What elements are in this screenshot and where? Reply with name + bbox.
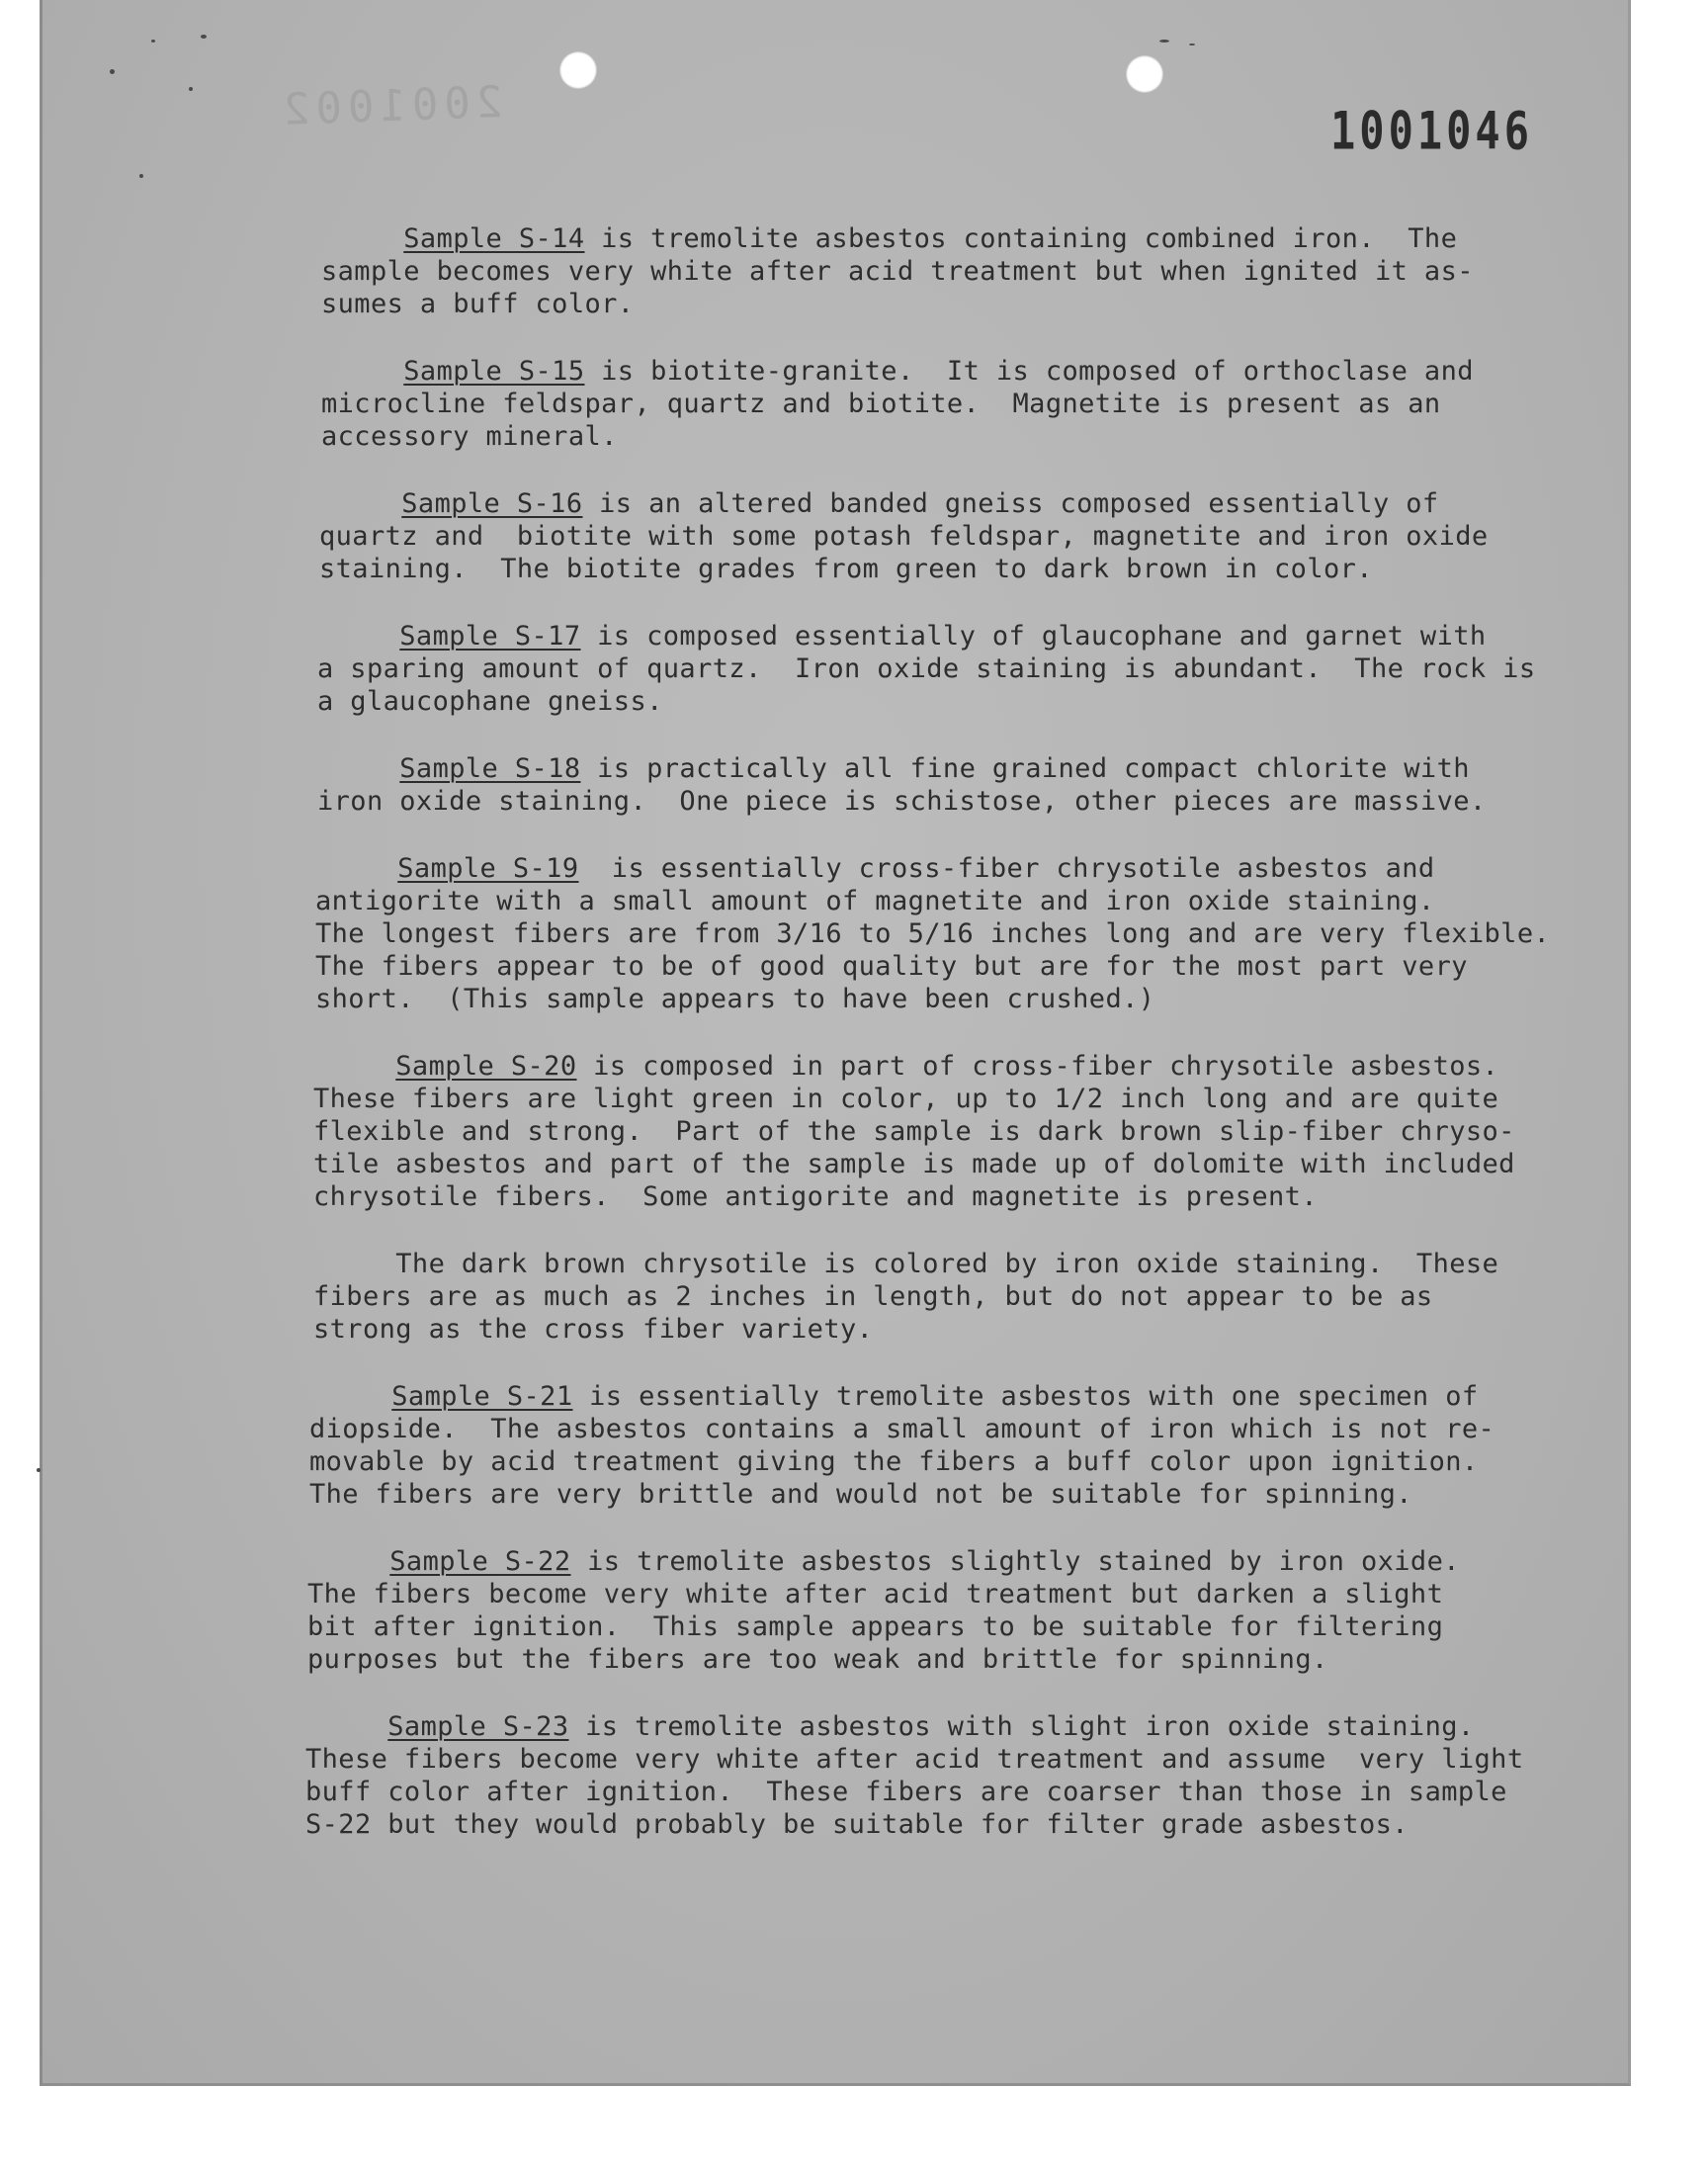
paragraph-indent [321, 356, 403, 387]
text-line [309, 1445, 1626, 1478]
line-text: diopside. The asbestos contains a small amount of iron which is not re- [309, 1414, 1495, 1444]
text-line [321, 288, 1626, 320]
text-line [317, 785, 1626, 818]
paragraph-indent [307, 1546, 389, 1577]
line-text: quartz and biotite with some potash feldspar, magnetite and iron oxide [319, 521, 1489, 552]
text-line [319, 487, 1626, 520]
line-text: is an altered banded gneiss composed essentially of [582, 488, 1439, 519]
text-line [313, 1148, 1626, 1180]
paragraph [317, 752, 1626, 818]
line-text: short. (This sample appears to have been crushed.) [315, 984, 1155, 1014]
text-line [315, 885, 1626, 917]
text-line [313, 1115, 1626, 1148]
line-text: The dark brown chrysotile is colored by iron oxide staining. These [313, 1249, 1499, 1279]
sample-label: Sample S-19 [397, 853, 579, 884]
line-text: The fibers are very brittle and would not be suitable for spinning. [309, 1479, 1412, 1510]
dust-speck [110, 69, 115, 74]
paragraph-indent [313, 1051, 395, 1082]
line-text: The fibers appear to be of good quality but are for the most part very [315, 951, 1468, 982]
line-text: antigorite with a small amount of magnetite and iron oxide staining. [315, 886, 1435, 916]
text-line [305, 1743, 1626, 1776]
document-body [301, 222, 1626, 1875]
line-text: strong as the cross fiber variety. [313, 1314, 874, 1345]
text-line [319, 520, 1626, 553]
text-line [317, 652, 1626, 685]
dust-speck [1189, 44, 1195, 45]
paragraph [313, 1248, 1626, 1346]
paragraph-indent [309, 1381, 391, 1412]
line-text: is composed in part of cross-fiber chrysotile asbestos. [576, 1051, 1499, 1082]
text-line [313, 1050, 1626, 1083]
line-text: is essentially cross-fiber chrysotile asbestos and [578, 853, 1435, 884]
line-text: is composed essentially of glaucophane and garnet with [580, 621, 1487, 652]
line-text: flexible and strong. Part of the sample is dark brown slip-fiber chryso- [313, 1116, 1515, 1147]
paragraph-indent [305, 1711, 387, 1742]
line-text: accessory mineral. [321, 421, 618, 452]
text-line [307, 1545, 1626, 1578]
paragraph [305, 1710, 1626, 1841]
line-text: iron oxide staining. One piece is schistose, other pieces are massive. [317, 786, 1487, 817]
line-text: buff color after ignition. These fibers are coarser than those in sample [305, 1777, 1507, 1807]
sample-label: Sample S-22 [389, 1546, 571, 1577]
paragraph [317, 620, 1626, 718]
text-line [313, 1248, 1626, 1280]
paragraph [313, 1050, 1626, 1213]
line-text: movable by acid treatment giving the fibers a buff color upon ignition. [309, 1446, 1479, 1477]
line-text: a sparing amount of quartz. Iron oxide staining is abundant. The rock is [317, 653, 1536, 684]
line-text: a glaucophane gneiss. [317, 686, 663, 717]
paragraph-indent [317, 753, 399, 784]
text-line [307, 1610, 1626, 1643]
line-text: staining. The biotite grades from green to dark brown in color. [319, 554, 1373, 584]
line-text: These fibers become very white after acid treatment and assume very light [305, 1744, 1524, 1775]
line-text: is tremolite asbestos with slight iron oxide staining. [568, 1711, 1475, 1742]
dust-speck [139, 174, 143, 178]
faint-mirrored-stamp: 2001002 [277, 77, 504, 135]
text-line [319, 553, 1626, 585]
text-line [313, 1083, 1626, 1115]
text-line [309, 1380, 1626, 1413]
dust-speck [37, 1468, 41, 1472]
line-text: sample becomes very white after acid treatment but when ignited it as- [321, 256, 1474, 287]
paragraph [321, 222, 1626, 320]
text-line [307, 1643, 1626, 1676]
sample-label: Sample S-23 [387, 1711, 569, 1742]
text-line [315, 983, 1626, 1015]
line-text: sumes a buff color. [321, 289, 635, 319]
text-line [315, 852, 1626, 885]
text-line [313, 1280, 1626, 1313]
text-line [321, 420, 1626, 453]
text-line [313, 1313, 1626, 1346]
punch-hole-left [559, 51, 597, 89]
paragraph [315, 852, 1626, 1015]
text-line [317, 752, 1626, 785]
paragraph-indent [315, 853, 397, 884]
text-line [315, 917, 1626, 950]
text-line [321, 255, 1626, 288]
paragraph [319, 487, 1626, 585]
line-text: is biotite-granite. It is composed of orthoclase and [584, 356, 1474, 387]
line-text: tile asbestos and part of the sample is made up of dolomite with included [313, 1149, 1515, 1179]
text-line [315, 950, 1626, 983]
sample-label: Sample S-14 [403, 223, 585, 254]
text-line [313, 1180, 1626, 1213]
text-line [307, 1578, 1626, 1610]
text-line [321, 222, 1626, 255]
sample-label: Sample S-21 [391, 1381, 573, 1412]
line-text: is tremolite asbestos containing combined iron. The [584, 223, 1458, 254]
paragraph [309, 1380, 1626, 1511]
line-text: These fibers are light green in color, up to 1/2 inch long and are quite [313, 1084, 1499, 1114]
line-text: The longest fibers are from 3/16 to 5/16 inches long and are very flexible. [315, 918, 1551, 949]
sample-label: Sample S-20 [395, 1051, 577, 1082]
text-line [321, 388, 1626, 420]
paragraph [307, 1545, 1626, 1676]
document-page [40, 0, 1631, 2086]
document-number: 1001046 [1330, 100, 1534, 162]
line-text: fibers are as much as 2 inches in length, but do not appear to be as [313, 1281, 1433, 1312]
text-line [305, 1776, 1626, 1808]
line-text: is tremolite asbestos slightly stained by iron oxide. [570, 1546, 1460, 1577]
line-text: is practically all fine grained compact chlorite with [580, 753, 1470, 784]
text-line [321, 355, 1626, 388]
sample-label: Sample S-15 [403, 356, 585, 387]
line-text: chrysotile fibers. Some antigorite and magnetite is present. [313, 1181, 1318, 1212]
sample-label: Sample S-18 [399, 753, 581, 784]
text-line [305, 1710, 1626, 1743]
paragraph-indent [321, 223, 403, 254]
text-line [309, 1413, 1626, 1445]
dust-speck [1159, 40, 1169, 43]
text-line [317, 620, 1626, 652]
dust-speck [189, 87, 193, 91]
text-line [309, 1478, 1626, 1511]
paragraph-indent [317, 621, 399, 652]
line-text: microcline feldspar, quartz and biotite. Magnetite is present as an [321, 389, 1441, 419]
punch-hole-right [1126, 55, 1163, 93]
line-text: bit after ignition. This sample appears to be suitable for filtering [307, 1611, 1444, 1642]
line-text: The fibers become very white after acid treatment but darken a slight [307, 1579, 1444, 1610]
line-text: S-22 but they would probably be suitable for filter grade asbestos. [305, 1809, 1409, 1840]
paragraph [321, 355, 1626, 453]
dust-speck [201, 35, 207, 39]
sample-label: Sample S-16 [401, 488, 583, 519]
text-line [305, 1808, 1626, 1841]
dust-speck [151, 40, 155, 43]
sample-label: Sample S-17 [399, 621, 581, 652]
text-line [317, 685, 1626, 718]
line-text: is essentially tremolite asbestos with one specimen of [572, 1381, 1479, 1412]
paragraph-indent [319, 488, 401, 519]
line-text: purposes but the fibers are too weak and brittle for spinning. [307, 1644, 1328, 1675]
